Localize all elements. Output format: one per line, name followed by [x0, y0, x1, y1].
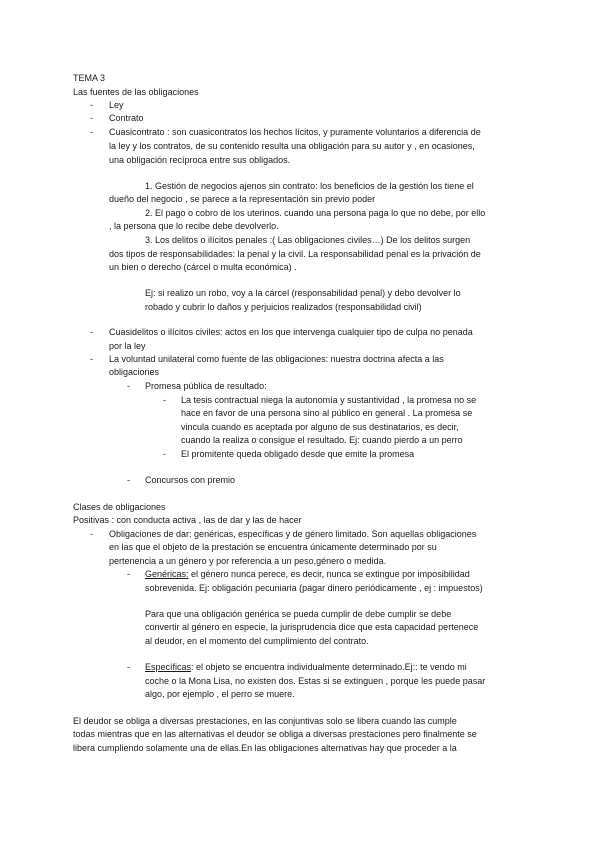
bullet-dash: -: [90, 354, 93, 364]
cumplir-line: Para que una obligación genérica se pueda cumplir de debe cumplir se debe: [145, 609, 452, 619]
topic-title: TEMA 3: [73, 73, 106, 83]
cuasicontrato-line: Cuasicontrato : son cuasicontratos los hechos lícitos, y puramente voluntarios a diferencia de: [109, 127, 481, 137]
section-title-clases: Clases de obligaciones: [73, 502, 166, 512]
tesis-line: La tesis contractual niega la autonomía y sustantividad , la promesa no se: [181, 395, 477, 405]
bullet-dash: -: [127, 475, 130, 485]
list-item-ley: Ley: [109, 100, 124, 110]
especificas-line: algo, por ejemplo , el perro se muere.: [145, 689, 295, 699]
especificas-label: Específicas: [145, 662, 192, 672]
cuasicontrato-line: la ley y los contratos, de su contenido resulta una obligación para su autor y , en ocasiones,: [109, 141, 475, 151]
genericas-label: Genéricas:: [145, 569, 189, 579]
promesa-item: Promesa pública de resultado:: [145, 381, 267, 391]
voluntad-line: obligaciones: [109, 367, 160, 377]
tesis-line: cuando la realiza o consigue el resultado. Ej: cuando pierdo a un perro: [181, 435, 463, 445]
numbered-item-line: , la persona que lo recibe debe devolverlo.: [109, 221, 279, 231]
cuasicontrato-line: una obligación recíproca entre sus obligados.: [109, 155, 291, 165]
numbered-item-line: 3. Los delitos o ilícitos penales :( Las obligaciones civiles…) De los delitos surgen: [145, 235, 471, 245]
genericas-line: [145, 568, 470, 580]
bullet-dash: -: [90, 529, 93, 539]
example-line: Ej: si realizo un robo, voy a la cárcel (responsabilidad penal) y debo devolver lo: [145, 288, 461, 298]
final-paragraph-line: El deudor se obliga a diversas prestaciones, en las conjuntivas solo se libera cuando las cumple: [73, 716, 457, 726]
numbered-item-line: un bien o derecho (cárcel o multa económica) .: [109, 262, 297, 272]
numbered-item-line: dos tipos de responsabilidades: la penal y la civil. La responsabilidad penal es la privación de: [109, 249, 481, 259]
bullet-dash: -: [127, 569, 130, 579]
dar-line: pertenencia a un género y por referencia a un peso,género o medida.: [109, 556, 387, 566]
example-line: robado y cubrir lo daños y perjuicios realizados (responsabilidad civil): [145, 302, 422, 312]
dar-line: Obligaciones de dar: genéricas, específicas y de género limitado. Son aquellas obligaciones: [109, 529, 477, 539]
bullet-dash: -: [90, 100, 93, 110]
especificas-line: coche o la Mona Lisa, no existen dos. Estas si se extinguen , porque les puede pasar: [145, 676, 486, 686]
list-item-contrato: Contrato: [109, 113, 144, 123]
positivas-line: Positivas : con conducta activa , las de dar y las de hacer: [73, 515, 302, 525]
cuasidelitos-line: por la ley: [109, 341, 146, 351]
section-title-fuentes: Las fuentes de las obligaciones: [73, 87, 199, 97]
final-paragraph-line: todas mientras que en las alternativas el deudor se obliga a diversas prestaciones pero finalmente se: [73, 729, 477, 739]
numbered-item-line: dueño del negocio , se parece a la representación sin previo poder: [109, 194, 376, 204]
dar-line: en las que el objeto de la prestación se encuentra únicamente determinado por su: [109, 542, 437, 552]
bullet-dash: -: [90, 327, 93, 337]
genericas-line: sobrevenida. Ej: obligación pecuniaria (pagar dinero periódicamente , ej : impuestos): [145, 583, 483, 593]
bullet-dash: -: [127, 662, 130, 672]
bullet-dash: -: [90, 127, 93, 137]
numbered-item-line: 2. El pago o cobro de los uterinos. cuando una persona paga lo que no debe, por ello: [145, 208, 486, 218]
voluntad-line: La voluntad unilateral como fuente de las obligaciones: nuestra doctrina afecta a las: [109, 354, 444, 364]
cumplir-line: convertir al género en especie, la jurisprudencia dice que esta capacidad pertenece: [145, 622, 479, 632]
concursos-item: Concursos con premio: [145, 475, 236, 485]
bullet-dash: -: [127, 381, 130, 391]
cumplir-line: al deudor, en el momento del cumplimiento del contrato.: [145, 636, 369, 646]
genericas-text: el género nunca perece, es decir, nunca se extingue por imposibilidad: [188, 569, 470, 579]
especificas-text: : el objeto se encuentra individualmente determinado.Ej:: te vendo mi: [191, 662, 467, 672]
especificas-line: [145, 661, 467, 673]
cuasidelitos-line: Cuasidelitos o ilícitos civiles: actos en los que intervenga cualquier tipo de culpa no penada: [109, 327, 473, 337]
bullet-dash: -: [163, 449, 166, 459]
final-paragraph-line: libera cumpliendo solamente una de ellas.En las obligaciones alternativas hay que proceder a la: [73, 743, 457, 753]
bullet-dash: -: [163, 395, 166, 405]
bullet-dash: -: [90, 113, 93, 123]
numbered-item-line: 1. Gestión de negocios ajenos sin contrato: los beneficios de la gestión los tiene el: [145, 181, 474, 191]
promitente-item: El promitente queda obligado desde que emite la promesa: [181, 449, 415, 459]
tesis-line: hace en favor de una persona sino al público en general . La promesa se: [181, 408, 473, 418]
tesis-line: vincula cuando es aceptada por alguno de sus destinatarios, es decir,: [181, 422, 459, 432]
